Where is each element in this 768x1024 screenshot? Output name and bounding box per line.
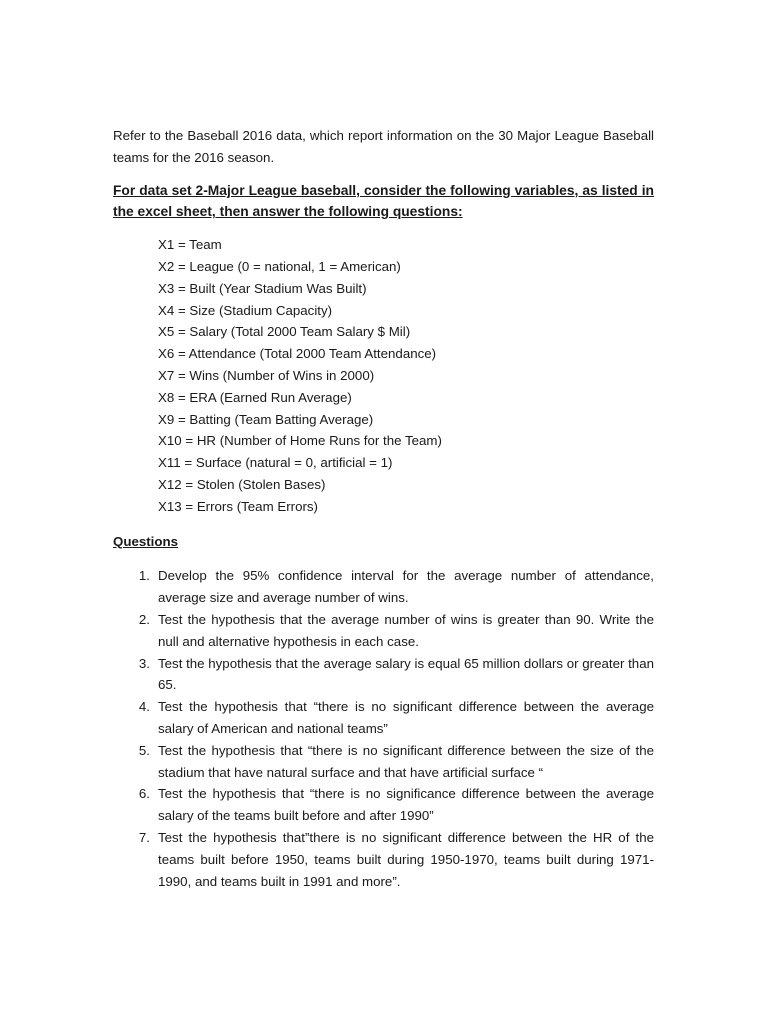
variable-item: X10 = HR (Number of Home Runs for the Team) (158, 433, 442, 449)
question-text: Test the hypothesis that “there is no significance difference between the average salary of the teams built before and after 1990” (158, 786, 654, 824)
question-text: Test the hypothesis that “there is no significant difference between the average salary of American and national teams” (158, 699, 654, 736)
variable-list (113, 234, 654, 517)
variable-item: X6 = Attendance (Total 2000 Team Attendance) (158, 346, 437, 362)
question-item (113, 696, 654, 740)
questions-heading: Questions (113, 533, 179, 549)
variable-item: X12 = Stolen (Stolen Bases) (158, 476, 326, 492)
variable-item: X4 = Size (Stadium Capacity) (158, 302, 333, 318)
intro-paragraph: Refer to the Baseball 2016 data, which report information on the 30 Major League Baseball teams for the 2016 season. (113, 128, 654, 165)
question-item (113, 609, 654, 653)
variable-item: X2 = League (0 = national, 1 = American) (158, 258, 401, 274)
variable-item: X7 = Wins (Number of Wins in 2000) (158, 367, 375, 383)
question-number: 2. (138, 611, 150, 627)
question-text: Test the hypothesis that”there is no significant difference between the HR of the teams built before 1950, teams built during 1950-1970, teams built during 1971-1990, and teams built in 1991 and more”. (158, 829, 654, 889)
question-item (113, 565, 654, 609)
question-number: 1. (138, 568, 150, 584)
data-set-heading: For data set 2-Major League baseball, consider the following variables, as listed in the excel sheet, then answer the following questions: (113, 182, 654, 220)
question-number: 3. (138, 655, 150, 671)
question-text: Test the hypothesis that “there is no significant difference between the size of the stadium that have natural surface and that have artificial surface “ (158, 742, 654, 780)
question-number: 6. (138, 786, 150, 802)
variable-item: X8 = ERA (Earned Run Average) (158, 389, 352, 405)
variable-item: X11 = Surface (natural = 0, artificial = 1) (158, 455, 393, 471)
variable-item: X3 = Built (Year Stadium Was Built) (158, 280, 367, 296)
question-list (113, 565, 654, 892)
document-content (113, 125, 654, 892)
variable-item: X9 = Batting (Team Batting Average) (158, 411, 374, 427)
question-item (113, 740, 654, 784)
question-text: Develop the 95% confidence interval for the average number of attendance, average size and average number of wins. (158, 568, 654, 606)
question-number: 4. (138, 699, 150, 715)
variable-item: X13 = Errors (Team Errors) (158, 498, 318, 514)
question-text: Test the hypothesis that the average salary is equal 65 million dollars or greater than 65. (158, 655, 654, 693)
question-number: 7. (138, 829, 150, 845)
variable-item: X1 = Team (158, 237, 222, 253)
variable-item: X5 = Salary (Total 2000 Team Salary $ Mil) (158, 324, 411, 340)
question-item (113, 783, 654, 827)
question-text: Test the hypothesis that the average number of wins is greater than 90. Write the null and alternative hypothesis in each case. (158, 611, 654, 649)
question-item (113, 827, 654, 892)
question-number: 5. (138, 742, 150, 758)
question-item (113, 653, 654, 697)
